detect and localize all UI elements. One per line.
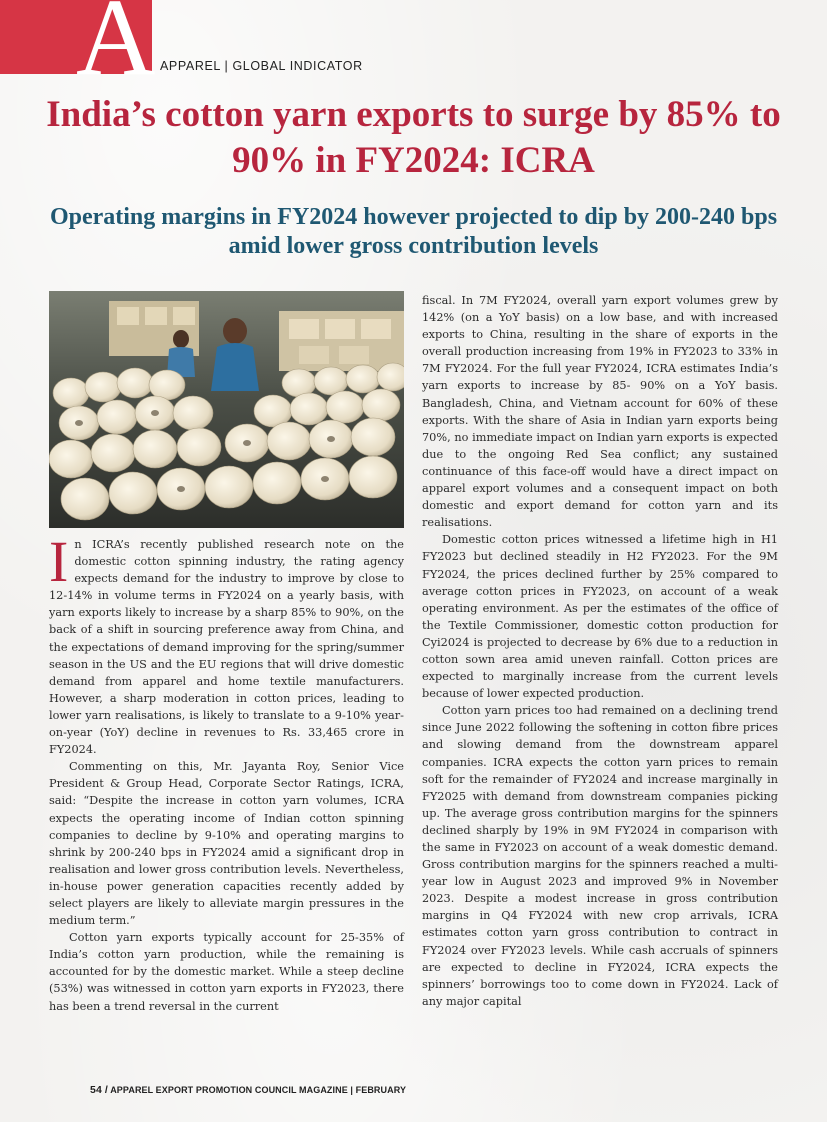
page-footer [90, 1084, 406, 1096]
article-paragraph-6: Cotton yarn prices too had remained on a declining trend since June 2022 following the softening in cotton fibre prices and slowing demand from the downstream apparel companies. ICRA expects the cotton yarn prices to remain soft for the remainder of FY2024 and increase marginally in FY2025 with demand from downstream companies picking up. The average gross contribution margins for the spinners declined sharply by 19% in 9M FY2024 in comparison with the same in FY2023 on account of a weak domestic demand. Gross contribution margins for the spinners reached a multi-year low in August 2023 and improved 9% in November 2023. Despite a modest increase in gross contribution margins in Q4 FY2024 with new crop arrivals, ICRA estimates cotton yarn gross contribution to contract in FY2024 over FY2023 levels. While cash accruals of spinners are expected to decline in FY2024, ICRA expects the spinners’ borrowings too to come down in FY2024. Lack of any major capital [422, 704, 778, 1008]
dropcap-letter: I [49, 529, 69, 594]
article-paragraph-3: Cotton yarn exports typically account for 25-35% of India’s cotton yarn production, while the remaining is accounted for by the domestic market. While a steep decline (53%) was witnessed in cotton yarn exports in FY2023, there has been a trend reversal in the current [49, 931, 404, 1013]
article-paragraph-1 [49, 529, 404, 758]
article-column-left [49, 529, 404, 1015]
magazine-logo [0, 0, 156, 98]
cotton-yarn-photo [49, 291, 404, 528]
article-subheadline: Operating margins in FY2024 however projected to dip by 200-240 bps amid lower gross contribution levels [49, 204, 778, 259]
cotton-spools-image [49, 291, 404, 528]
article-paragraph-4: fiscal. In 7M FY2024, overall yarn export volumes grew by 142% (on a YoY basis) on a low base, and with increased exports to China, resulting in the share of exports in the overall production increasing from 19% in FY2023 to 33% in 7M FY2024. For the full year FY2024, ICRA estimates India’s yarn exports to increase by 85- 90% on a YoY basis. Bangladesh, China, and Vietnam account for 60% of these exports. With the share of Asia in Indian yarn exports being 70%, no immediate impact on Indian yarn exports is expected due to the ongoing Red Sea conflict; any sustained continuance of this face-off would have a direct impact on apparel export volumes and a consequent impact on both domestic and export demand for cotton yarn and its realisations. [422, 294, 778, 530]
article-headline: India’s cotton yarn exports to surge by 85% to 90% in FY2024: ICRA [46, 94, 781, 181]
section-label: APPAREL | GLOBAL INDICATOR [160, 59, 363, 73]
article-paragraph-5: Domestic cotton prices witnessed a lifetime high in H1 FY2023 but declined steadily in H2 FY2023. For the 9M FY2024, the prices declined further by 25% compared to average cotton prices in FY2023, on account of a weak operating environment. As per the estimates of the office of the Textile Commissioner, domestic cotton production for Cyi2024 is projected to decrease by 6% due to a reduction in cotton sown area amid uneven rainfall. Cotton prices are expected to marginally increase from the current levels because of lower expected production. [422, 533, 778, 701]
footer-text: APPAREL EXPORT PROMOTION COUNCIL MAGAZINE | FEBRUARY [110, 1085, 407, 1095]
paragraph-text: n ICRA’s recently published research note on the domestic cotton spinning industry, the rating agency expects demand for the industry to improve by close to 12-14% in volume terms in FY2024 on a yearly basis, with yarn exports likely to increase by a sharp 85% to 90%, on the back of a shift in sourcing preference away from China, and the expectations of demand improving for the spring/summer season in the US and the EU regions that will drive domestic demand from apparel and home textile manufacturers. However, a sharp moderation in cotton prices, leading to lower yarn realisations, is likely to translate to a 9-10% year-on-year (YoY) decline in revenues to Rs. 33,465 crore in FY2024. [49, 538, 404, 757]
page-number: 54 / [90, 1084, 108, 1096]
logo-letter: A [76, 0, 156, 98]
article-column-right [422, 292, 778, 1010]
article-paragraph-2: Commenting on this, Mr. Jayanta Roy, Senior Vice President & Group Head, Corporate Sector Ratings, ICRA, said: “Despite the increase in cotton yarn volumes, ICRA expects the operating income of Indian cotton spinning companies to decline by 9-10% and operating margins to shrink by 200-240 bps in FY2024 amid a significant drop in realisation and lower gross contribution levels. Nevertheless, in-house power generation capacities recently added by select players are likely to alleviate margin pressures in the medium term.” [49, 760, 404, 928]
